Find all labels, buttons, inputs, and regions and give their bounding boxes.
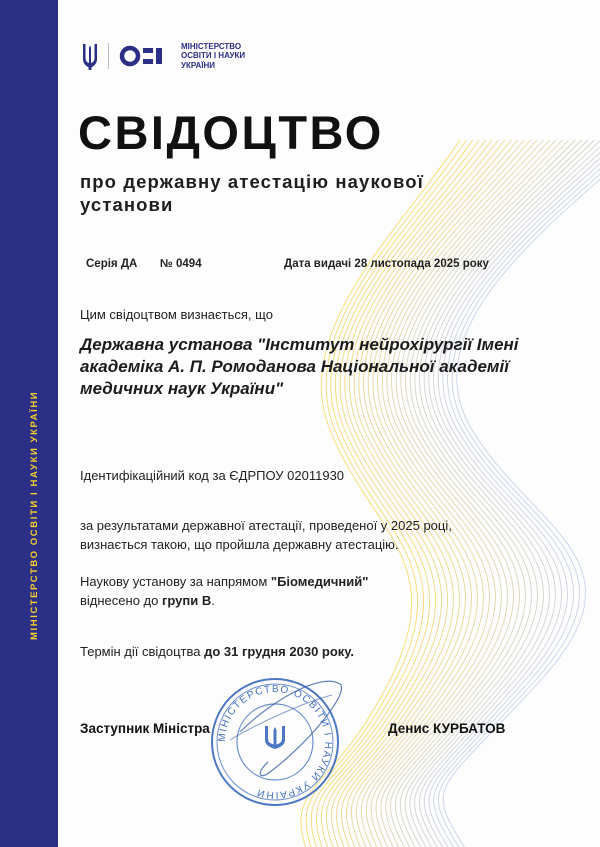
series-label: Серія ДА <box>86 258 138 270</box>
ministry-logo <box>80 40 245 72</box>
validity-line <box>80 643 354 661</box>
decorative-wave-line <box>361 140 537 847</box>
group-line <box>80 592 215 610</box>
logo-divider <box>108 43 109 69</box>
decorative-wave-line <box>356 140 530 847</box>
organization-name: Державна установа "Інститут нейрохірургії Імені академіка А. П. Ромоданова Національної академії медичних наук України" <box>80 335 519 398</box>
decorative-wave-line <box>443 140 600 847</box>
band-vertical-text: МІНІСТЕРСТВО ОСВІТИ І НАУКИ УКРАЇНИ <box>29 390 40 640</box>
edrpou-code: Ідентифікаційний код за ЄДРПОУ 02011930 <box>80 468 345 483</box>
ministry-name <box>181 42 245 71</box>
group-value: групи В <box>161 593 212 608</box>
ministry-name-line: МІНІСТЕРСТВО <box>181 41 242 51</box>
decorative-wave-line <box>429 140 600 847</box>
validity-value: до 31 грудня 2030 року. <box>204 644 354 659</box>
decorative-wave-line <box>400 140 588 847</box>
trident-icon <box>80 41 100 71</box>
issue-date: Дата видачі 28 листопада 2025 року <box>284 258 489 270</box>
signatory-name: Денис КУРБАТОВ <box>388 721 506 736</box>
result-text-line: визнається такою, що пройшла державну атестацію. <box>80 537 399 552</box>
mon-logo-mark-icon <box>119 45 175 67</box>
result-text-line: за результатами державної атестації, проведеної у 2025 році, <box>80 518 452 533</box>
document-subtitle: про державну атестацію наукової установи <box>80 171 424 215</box>
document-title: СВІДОЦТВО <box>78 106 384 159</box>
validity-prefix: Термін дії свідоцтва <box>80 644 205 659</box>
certificate-number: № 0494 <box>160 258 202 270</box>
seal-trident-icon <box>265 726 285 749</box>
direction-value: "Біомедичний" <box>270 574 369 589</box>
ministry-name-line: ОСВІТИ І НАУКИ <box>181 51 246 61</box>
official-seal <box>200 662 350 812</box>
group-suffix: . <box>211 593 215 608</box>
group-prefix: віднесено до <box>80 593 162 608</box>
ministry-name-line: УКРАЇНИ <box>181 60 216 70</box>
seal-ring-text-path: МІНІСТЕРСТВО ОСВІТИ І НАУКИ УКРАЇНИ <box>216 683 334 801</box>
decorative-wave-line <box>366 140 543 847</box>
direction-line <box>80 573 368 591</box>
intro-text: Цим свідоцтвом визнається, що <box>80 307 273 322</box>
direction-prefix: Наукову установу за напрямом <box>80 574 271 589</box>
signatory-position: Заступник Міністра <box>80 721 210 736</box>
decorative-wave-line <box>395 140 581 847</box>
